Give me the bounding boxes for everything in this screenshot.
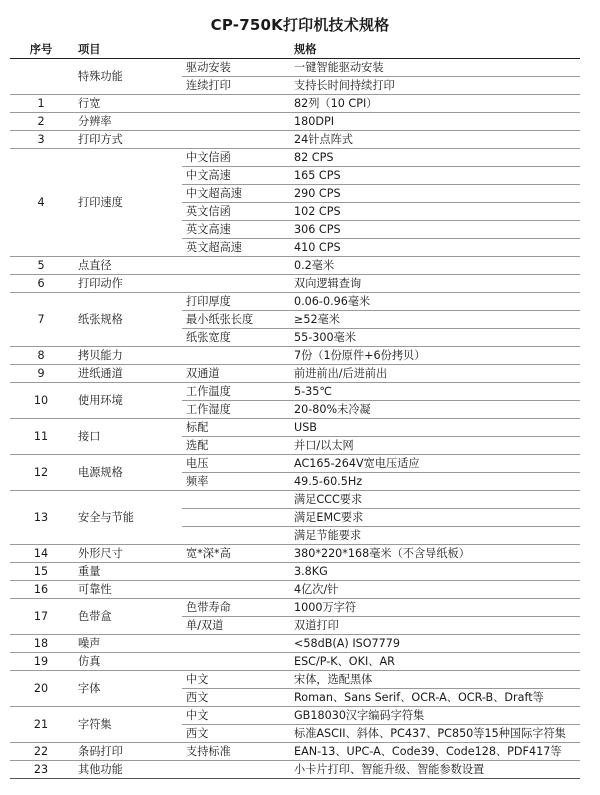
table-header-row bbox=[10, 41, 580, 59]
row-subitem bbox=[182, 131, 290, 149]
row-spec: 4亿次/针 bbox=[290, 581, 580, 599]
page-title: CP-750K打印机技术规格 bbox=[210, 16, 390, 34]
row-number: 4 bbox=[10, 149, 72, 257]
row-number: 3 bbox=[10, 131, 72, 149]
row-spec: <58dB(A) ISO7779 bbox=[290, 635, 580, 653]
row-spec: 3.8KG bbox=[290, 563, 580, 581]
table-row bbox=[10, 599, 580, 617]
row-item: 接口 bbox=[72, 419, 182, 455]
row-item: 仿真 bbox=[72, 653, 182, 671]
row-spec: ≥52毫米 bbox=[290, 311, 580, 329]
row-subitem: 中文超高速 bbox=[182, 185, 290, 203]
table-row bbox=[10, 383, 580, 401]
row-item: 其他功能 bbox=[72, 761, 182, 779]
row-spec: 0.2毫米 bbox=[290, 257, 580, 275]
row-item: 进纸通道 bbox=[72, 365, 182, 383]
row-spec: 306 CPS bbox=[290, 221, 580, 239]
spec-table bbox=[10, 41, 580, 779]
row-subitem: 中文 bbox=[182, 671, 290, 689]
row-item: 色带盒 bbox=[72, 599, 182, 635]
row-number: 12 bbox=[10, 455, 72, 491]
row-number: 19 bbox=[10, 653, 72, 671]
row-item: 行宽 bbox=[72, 95, 182, 113]
row-subitem: 纸张宽度 bbox=[182, 329, 290, 347]
row-item: 打印方式 bbox=[72, 131, 182, 149]
table-row bbox=[10, 635, 580, 653]
table-row bbox=[10, 113, 580, 131]
row-item: 外形尺寸 bbox=[72, 545, 182, 563]
row-spec: Roman、Sans Serif、OCR-A、OCR-B、Draft等 bbox=[290, 689, 580, 707]
row-spec: 55-300毫米 bbox=[290, 329, 580, 347]
row-subitem: 单/双道 bbox=[182, 617, 290, 635]
row-subitem bbox=[182, 653, 290, 671]
row-subitem bbox=[182, 347, 290, 365]
row-spec: 49.5-60.5Hz bbox=[290, 473, 580, 491]
row-spec: 1000万字符 bbox=[290, 599, 580, 617]
header-num: 序号 bbox=[10, 41, 72, 59]
row-spec: 165 CPS bbox=[290, 167, 580, 185]
table-row bbox=[10, 455, 580, 473]
table-row bbox=[10, 347, 580, 365]
row-subitem bbox=[182, 491, 290, 509]
row-subitem bbox=[182, 257, 290, 275]
row-subitem: 驱动安装 bbox=[182, 59, 290, 77]
row-subitem bbox=[182, 527, 290, 545]
table-row bbox=[10, 491, 580, 509]
row-spec: 82列（10 CPI） bbox=[290, 95, 580, 113]
row-item: 打印动作 bbox=[72, 275, 182, 293]
table-row bbox=[10, 275, 580, 293]
row-item: 特殊功能 bbox=[72, 59, 182, 95]
row-spec: 380*220*168毫米（不含导纸板） bbox=[290, 545, 580, 563]
header-item: 项目 bbox=[72, 41, 182, 59]
table-row bbox=[10, 653, 580, 671]
row-number: 9 bbox=[10, 365, 72, 383]
row-subitem bbox=[182, 635, 290, 653]
row-spec: 102 CPS bbox=[290, 203, 580, 221]
table-row bbox=[10, 131, 580, 149]
header-spec: 规格 bbox=[290, 41, 580, 59]
row-subitem: 打印厚度 bbox=[182, 293, 290, 311]
row-subitem: 标配 bbox=[182, 419, 290, 437]
row-subitem bbox=[182, 509, 290, 527]
row-number: 20 bbox=[10, 671, 72, 707]
row-spec: 7份（1份原件+6份拷贝） bbox=[290, 347, 580, 365]
row-spec: GB18030汉字编码字符集 bbox=[290, 707, 580, 725]
row-number: 7 bbox=[10, 293, 72, 347]
table-row bbox=[10, 671, 580, 689]
row-spec: 支持长时间持续打印 bbox=[290, 77, 580, 95]
table-row bbox=[10, 707, 580, 725]
row-number: 14 bbox=[10, 545, 72, 563]
row-item: 打印速度 bbox=[72, 149, 182, 257]
row-spec: 满足节能要求 bbox=[290, 527, 580, 545]
row-number: 6 bbox=[10, 275, 72, 293]
header-sub bbox=[182, 41, 290, 59]
row-spec: 宋体，选配黑体 bbox=[290, 671, 580, 689]
table-row bbox=[10, 581, 580, 599]
row-subitem: 频率 bbox=[182, 473, 290, 491]
row-subitem bbox=[182, 581, 290, 599]
row-subitem: 色带寿命 bbox=[182, 599, 290, 617]
row-spec: 410 CPS bbox=[290, 239, 580, 257]
table-row bbox=[10, 761, 580, 779]
row-number bbox=[10, 59, 72, 95]
row-subitem: 电压 bbox=[182, 455, 290, 473]
row-subitem: 英文信函 bbox=[182, 203, 290, 221]
row-subitem: 支持标准 bbox=[182, 743, 290, 761]
row-number: 21 bbox=[10, 707, 72, 743]
row-spec: 20-80%未冷凝 bbox=[290, 401, 580, 419]
row-item: 点直径 bbox=[72, 257, 182, 275]
row-number: 15 bbox=[10, 563, 72, 581]
row-item: 电源规格 bbox=[72, 455, 182, 491]
table-body bbox=[10, 59, 580, 779]
table-row bbox=[10, 563, 580, 581]
table-row bbox=[10, 257, 580, 275]
row-number: 22 bbox=[10, 743, 72, 761]
row-spec: ESC/P-K、OKI、AR bbox=[290, 653, 580, 671]
row-number: 5 bbox=[10, 257, 72, 275]
row-spec: 一键智能驱动安装 bbox=[290, 59, 580, 77]
row-subitem: 连续打印 bbox=[182, 77, 290, 95]
row-subitem bbox=[182, 563, 290, 581]
row-subitem: 双通道 bbox=[182, 365, 290, 383]
row-spec: EAN-13、UPC-A、Code39、Code128、PDF417等 bbox=[290, 743, 580, 761]
row-spec: 满足CCC要求 bbox=[290, 491, 580, 509]
table-row bbox=[10, 59, 580, 77]
row-subitem: 选配 bbox=[182, 437, 290, 455]
row-spec: 并口/以太网 bbox=[290, 437, 580, 455]
row-item: 字体 bbox=[72, 671, 182, 707]
row-subitem: 中文信函 bbox=[182, 149, 290, 167]
row-number: 11 bbox=[10, 419, 72, 455]
table-row bbox=[10, 743, 580, 761]
table-row bbox=[10, 293, 580, 311]
row-spec: 双道打印 bbox=[290, 617, 580, 635]
row-item: 使用环境 bbox=[72, 383, 182, 419]
row-item: 噪声 bbox=[72, 635, 182, 653]
row-number: 13 bbox=[10, 491, 72, 545]
row-number: 2 bbox=[10, 113, 72, 131]
table-row bbox=[10, 419, 580, 437]
row-subitem bbox=[182, 95, 290, 113]
row-item: 安全与节能 bbox=[72, 491, 182, 545]
row-number: 16 bbox=[10, 581, 72, 599]
row-subitem: 英文超高速 bbox=[182, 239, 290, 257]
row-number: 23 bbox=[10, 761, 72, 779]
row-subitem: 中文 bbox=[182, 707, 290, 725]
row-subitem: 西文 bbox=[182, 689, 290, 707]
row-item: 重量 bbox=[72, 563, 182, 581]
table-row bbox=[10, 149, 580, 167]
table-row bbox=[10, 545, 580, 563]
row-subitem: 西文 bbox=[182, 725, 290, 743]
row-spec: 标准ASCII、斜体、PC437、PC850等15种国际字符集 bbox=[290, 725, 580, 743]
row-spec: 24针点阵式 bbox=[290, 131, 580, 149]
row-spec: USB bbox=[290, 419, 580, 437]
row-spec: 双向逻辑查询 bbox=[290, 275, 580, 293]
row-number: 10 bbox=[10, 383, 72, 419]
row-spec: 82 CPS bbox=[290, 149, 580, 167]
row-subitem: 中文高速 bbox=[182, 167, 290, 185]
row-item: 拷贝能力 bbox=[72, 347, 182, 365]
row-number: 18 bbox=[10, 635, 72, 653]
row-spec: 0.06-0.96毫米 bbox=[290, 293, 580, 311]
row-item: 分辨率 bbox=[72, 113, 182, 131]
row-item: 纸张规格 bbox=[72, 293, 182, 347]
row-item: 条码打印 bbox=[72, 743, 182, 761]
row-spec: 5-35℃ bbox=[290, 383, 580, 401]
row-subitem: 英文高速 bbox=[182, 221, 290, 239]
row-subitem: 工作温度 bbox=[182, 383, 290, 401]
row-number: 1 bbox=[10, 95, 72, 113]
row-subitem bbox=[182, 275, 290, 293]
row-item: 可靠性 bbox=[72, 581, 182, 599]
row-subitem: 工作湿度 bbox=[182, 401, 290, 419]
row-subitem: 宽*深*高 bbox=[182, 545, 290, 563]
row-spec: 满足EMC要求 bbox=[290, 509, 580, 527]
table-row bbox=[10, 365, 580, 383]
row-spec: 前进前出/后进前出 bbox=[290, 365, 580, 383]
row-subitem bbox=[182, 761, 290, 779]
row-subitem bbox=[182, 113, 290, 131]
row-subitem: 最小纸张长度 bbox=[182, 311, 290, 329]
row-number: 8 bbox=[10, 347, 72, 365]
row-number: 17 bbox=[10, 599, 72, 635]
row-item: 字符集 bbox=[72, 707, 182, 743]
row-spec: 180DPI bbox=[290, 113, 580, 131]
row-spec: 290 CPS bbox=[290, 185, 580, 203]
row-spec: AC165-264V宽电压适应 bbox=[290, 455, 580, 473]
table-row bbox=[10, 95, 580, 113]
row-spec: 小卡片打印、智能升级、智能参数设置 bbox=[290, 761, 580, 779]
